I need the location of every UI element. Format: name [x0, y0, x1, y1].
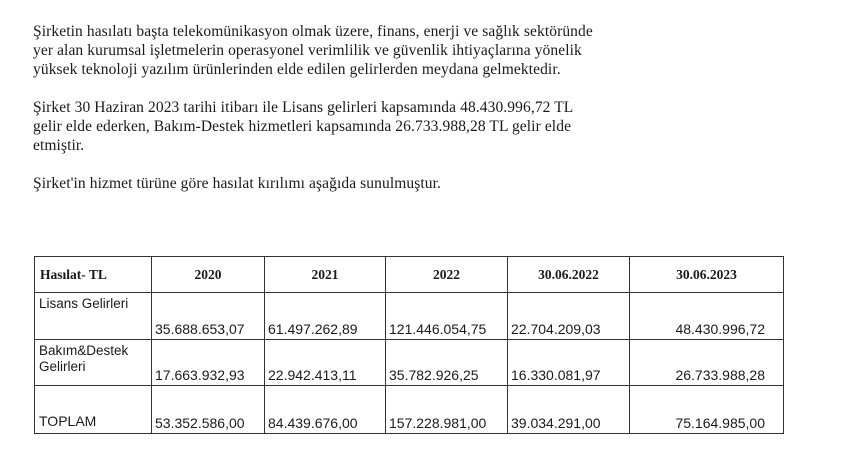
header-cell-2022: 2022 [386, 257, 508, 293]
table-cell: 39.034.291,00 [508, 386, 630, 434]
table-cell: 17.663.932,93 [152, 340, 265, 386]
paragraph-line: gelir elde ederken, Bakım-Destek hizmetleri kapsamında 26.733.988,28 TL gelir elde [33, 118, 572, 135]
row-label-line: Lisans Gelirleri [39, 296, 129, 311]
paragraph-table-intro [33, 174, 823, 193]
table-cell: 75.164.985,00 [630, 386, 784, 434]
paragraph-line: yüksek teknoloji yazılım ürünlerinden elde edilen gelirlerden meydana gelmektedir. [33, 61, 561, 78]
row-label [35, 293, 152, 340]
paragraph-line: yer alan kurumsal işletmelerin operasyonel verimlilik ve güvenlik ihtiyaçlarına yönelik [33, 42, 582, 59]
table-cell: 22.704.209,03 [508, 293, 630, 340]
paragraph-revenue-sources [33, 22, 823, 79]
header-cell-2021: 2021 [265, 257, 386, 293]
table-cell: 35.688.653,07 [152, 293, 265, 340]
paragraph-line: Şirket 30 Haziran 2023 tarihi itibarı ile Lisans gelirleri kapsamında 48.430.996,72 TL [33, 99, 574, 116]
header-cell-label: Hasılat- TL [35, 257, 152, 293]
table-cell: 16.330.081,97 [508, 340, 630, 386]
table-cell: 35.782.926,25 [386, 340, 508, 386]
paragraph-line: Şirket'in hizmet türüne göre hasılat kırılımı aşağıda sunulmuştur. [33, 175, 442, 192]
revenue-breakdown-table [34, 256, 784, 434]
table-cell: 22.942.413,11 [265, 340, 386, 386]
table-cell: 84.439.676,00 [265, 386, 386, 434]
row-label-line: Gelirleri [39, 359, 86, 374]
row-label [35, 340, 152, 386]
table-cell: 26.733.988,28 [630, 340, 784, 386]
table-row-total [35, 386, 784, 434]
table-cell: 157.228.981,00 [386, 386, 508, 434]
paragraph-revenue-june-2023 [33, 98, 823, 155]
header-cell-30-06-2023: 30.06.2023 [630, 257, 784, 293]
paragraph-line: etmiştir. [33, 137, 85, 154]
table-cell: 53.352.586,00 [152, 386, 265, 434]
table-row-maintenance-revenue [35, 340, 784, 386]
table-cell: 48.430.996,72 [630, 293, 784, 340]
table-cell: 121.446.054,75 [386, 293, 508, 340]
table-header-row [35, 257, 784, 293]
table-cell: 61.497.262,89 [265, 293, 386, 340]
header-cell-2020: 2020 [152, 257, 265, 293]
row-label-line: Bakım&Destek [39, 343, 129, 358]
paragraph-line: Şirketin hasılatı başta telekomünikasyon olmak üzere, finans, enerji ve sağlık sektöründe [33, 23, 593, 40]
row-label [35, 386, 152, 434]
table-row-license-revenue [35, 293, 784, 340]
row-label-line: TOPLAM [39, 413, 97, 429]
header-cell-30-06-2022: 30.06.2022 [508, 257, 630, 293]
document-body [33, 22, 823, 193]
